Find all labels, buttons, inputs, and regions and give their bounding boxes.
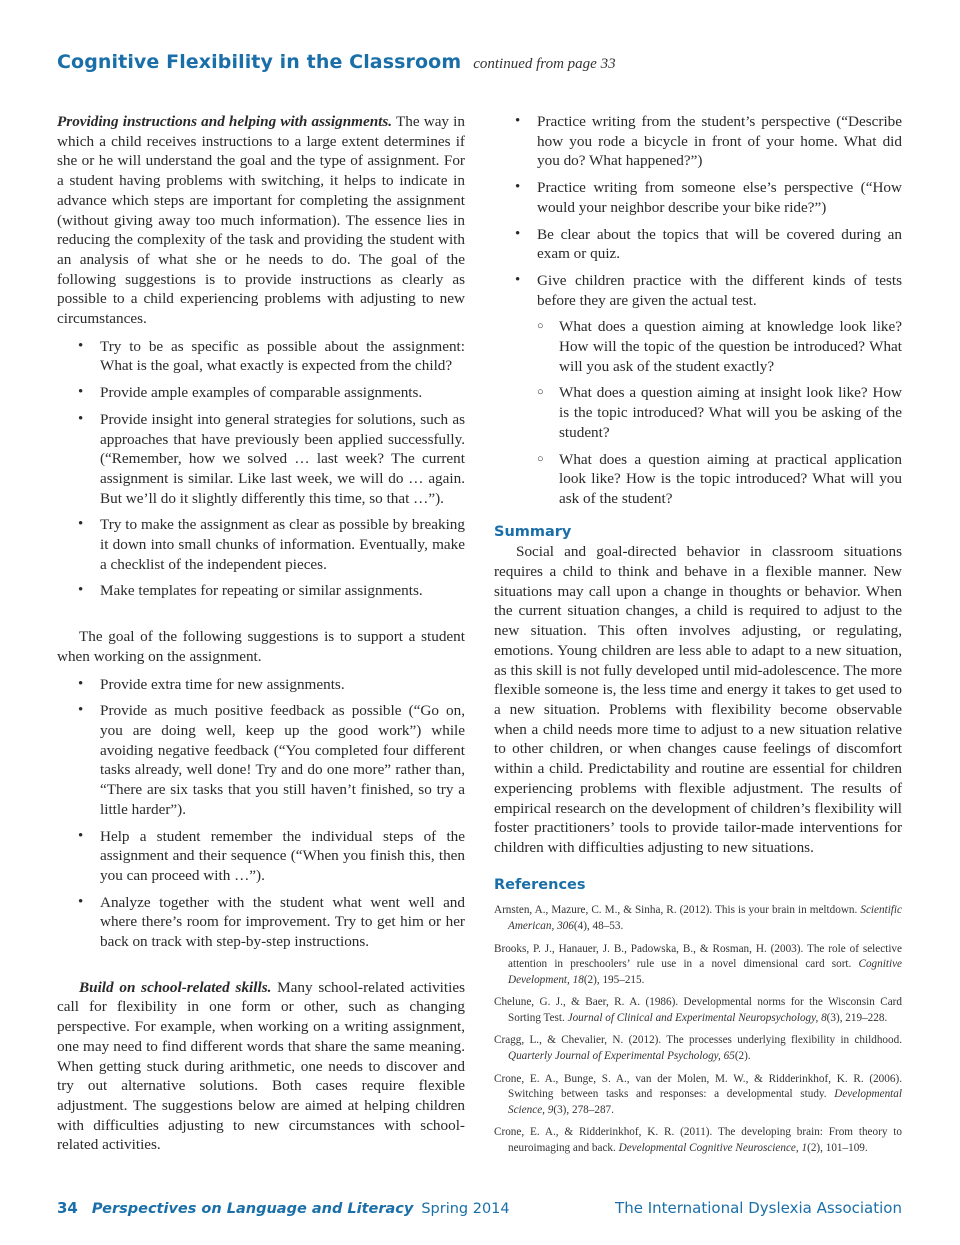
list-item: • Try to be as specific as possible about the assignment: What is the goal, what exactly is expected from the child? [57, 337, 465, 376]
issue-label: Spring 2014 [421, 1201, 510, 1217]
sub-list-item: ○ What does a question aiming at insight look like? How is the topic introduced? What will you be asking of the student? [537, 383, 902, 442]
reference-item: Arnsten, A., Mazure, C. M., & Sinha, R. (2012). This is your brain in meltdown. Scientific American, 306(4), 48–53. [494, 904, 902, 932]
reference-item: Brooks, P. J., Hanauer, J. B., Padowska, B., & Rosman, H. (2003). The role of selective attention in preschoolers’ rule use in a novel dimensional card sort. Cognitive Development, 18(2), 195–215. [494, 942, 902, 986]
list-item: • Provide extra time for new assignments. [57, 675, 465, 695]
list-item: • Provide insight into general strategies for solutions, such as approaches that have previously been applied successfully. (“Remember, how we solved … last week? The current assignment is similar. Like last week, we will do … again. But we’ll do it slightly differently this time, so that …”). [57, 410, 465, 509]
reference-item: Chelune, G. J., & Baer, R. A. (1986). Developmental norms for the Wisconsin Card Sorting Test. Journal of Clinical and Experimental Neuropsychology, 8(3), 219–228. [494, 996, 902, 1024]
sub-list-item: ○ What does a question aiming at practical application look like? How is the topic introduced? What will you ask of the student? [537, 450, 902, 509]
reference-item: Cragg, L., & Chevalier, N. (2012). The processes underlying flexibility in childhood. Quarterly Journal of Experimental Psychology, 65(2). [494, 1034, 902, 1063]
lead-in-school-skills: Build on school-related skills. [79, 978, 272, 996]
list-item: • Be clear about the topics that will be covered during an exam or quiz. [494, 225, 902, 264]
list-item: • Practice writing from someone else’s perspective (“How would your neighbor describe your bike ride?”) [494, 178, 902, 217]
list-item [494, 271, 902, 509]
list-item: • Provide ample examples of comparable assignments. [57, 383, 465, 403]
left-column [57, 112, 465, 1155]
paragraph-school-skills [57, 978, 465, 1155]
paragraph-text: The way in which a child receives instructions to a large extent determines if she or he will understand the goal and the type of assignment. For a student having problems with switching, it helps to indicate in advance which steps are important for completing the assignment (without giving away too much information). The essence lies in reducing the complexity of the task and providing the student with an analysis of what she or he needs to do. The goal of the following suggestions is to provide instructions as clearly as possible to a child experiencing problems with adjusting to new circumstances. [57, 113, 465, 328]
references-list [494, 903, 902, 1156]
sub-list-item: ○ What does a question aiming at knowledge look like? How will the topic of the question be introduced? What will you ask of the student exactly? [537, 317, 902, 376]
page-footer [57, 1199, 902, 1218]
article-title: Cognitive Flexibility in the Classroom [57, 51, 462, 73]
list-item: • Provide as much positive feedback as possible (“Go on, you are doing well, keep up the good work”) while avoiding negative feedback (“You completed four different tasks already, well done! Try and do one more” rather than, “There are six tasks that you still haven’t finished, so try a little harder”). [57, 701, 465, 819]
organization-name: The International Dyslexia Association [615, 1199, 902, 1217]
page-header [57, 51, 616, 73]
list-item: • Help a student remember the individual steps of the assignment and their sequence (“When you finish this, then you can proceed with …”). [57, 827, 465, 886]
paragraph-instructions [57, 112, 465, 329]
list-item-text: Give children practice with the different kinds of tests before they are given the actual test. [537, 271, 902, 309]
list-item: • Analyze together with the student what went well and where there’s room for improvement. Try to get him or her back on track with step-by-step instructions. [57, 893, 465, 952]
reference-item: Crone, E. A., Bunge, S. A., van der Molen, M. W., & Ridderinkhof, K. R. (2006). Switching between tasks and responses: a developmental study. Developmental Science, 9(3), 278–287. [494, 1072, 902, 1116]
summary-paragraph: Social and goal-directed behavior in classroom situations requires a child to think and behave in a flexible manner. New situations may call upon a change in thoughts or behavior. When the current situation changes, a child is required to adjust to the new situation. This often involves adjusting, or regulating, emotions. Young children are less able to adapt to a new situation, as this skill is not fully developed until mid-adolescence. The more flexible someone is, the less time and energy it takes to get used to a new situation. Problems with flexibility become observable when a child needs more time to adjust to a new situation relative to other children, or when changes cause feelings of discomfort within a child. Predictability and routine are essential for children experiencing problems with flexible adjustment. The results of empirical research on the development of children’s flexibility will foster practitioners’ tools to provide tailor-made interventions for children with difficulties adjusting to new situations. [494, 543, 902, 856]
list-item: • Make templates for repeating or similar assignments. [57, 581, 465, 601]
support-bullet-list [57, 675, 465, 952]
journal-title: Perspectives on Language and Literacy [91, 1201, 414, 1217]
list-item: • Try to make the assignment as clear as possible by breaking it down into small chunks of information. Eventually, make a checklist of the independent pieces. [57, 515, 465, 574]
lead-in-instructions: Providing instructions and helping with assignments. [57, 113, 393, 130]
writing-bullet-list [494, 112, 902, 509]
references-heading: References [494, 876, 586, 893]
list-item: • Practice writing from the student’s perspective (“Describe how you rode a bicycle in front of your home. What did you do? What happened?”) [494, 112, 902, 171]
test-type-sublist [537, 317, 902, 508]
continued-note: continued from page 33 [473, 56, 616, 72]
paragraph-text: Many school-related activities call for flexibility in one form or other, such as changing perspective. For example, when working on a writing assignment, one may need to find different words that share the same meaning. When getting stuck during arithmetic, one needs to discover and try out alternative solutions. Both cases require flexible adjustment. The suggestions below are aimed at helping children with difficulties adjusting to new circumstances with school-related activities. [57, 978, 465, 1154]
summary-heading: Summary [494, 523, 572, 540]
page-number: 34 [57, 1199, 78, 1217]
paragraph-support: The goal of the following suggestions is to support a student when working on the assignment. [57, 628, 465, 665]
right-column [494, 112, 902, 1164]
reference-item: Crone, E. A., & Ridderinkhof, K. R. (2011). The developing brain: From theory to neuroimaging and back. Developmental Cognitive Neuroscience, 1(2), 101–109. [494, 1126, 902, 1155]
instructions-bullet-list [57, 337, 465, 601]
